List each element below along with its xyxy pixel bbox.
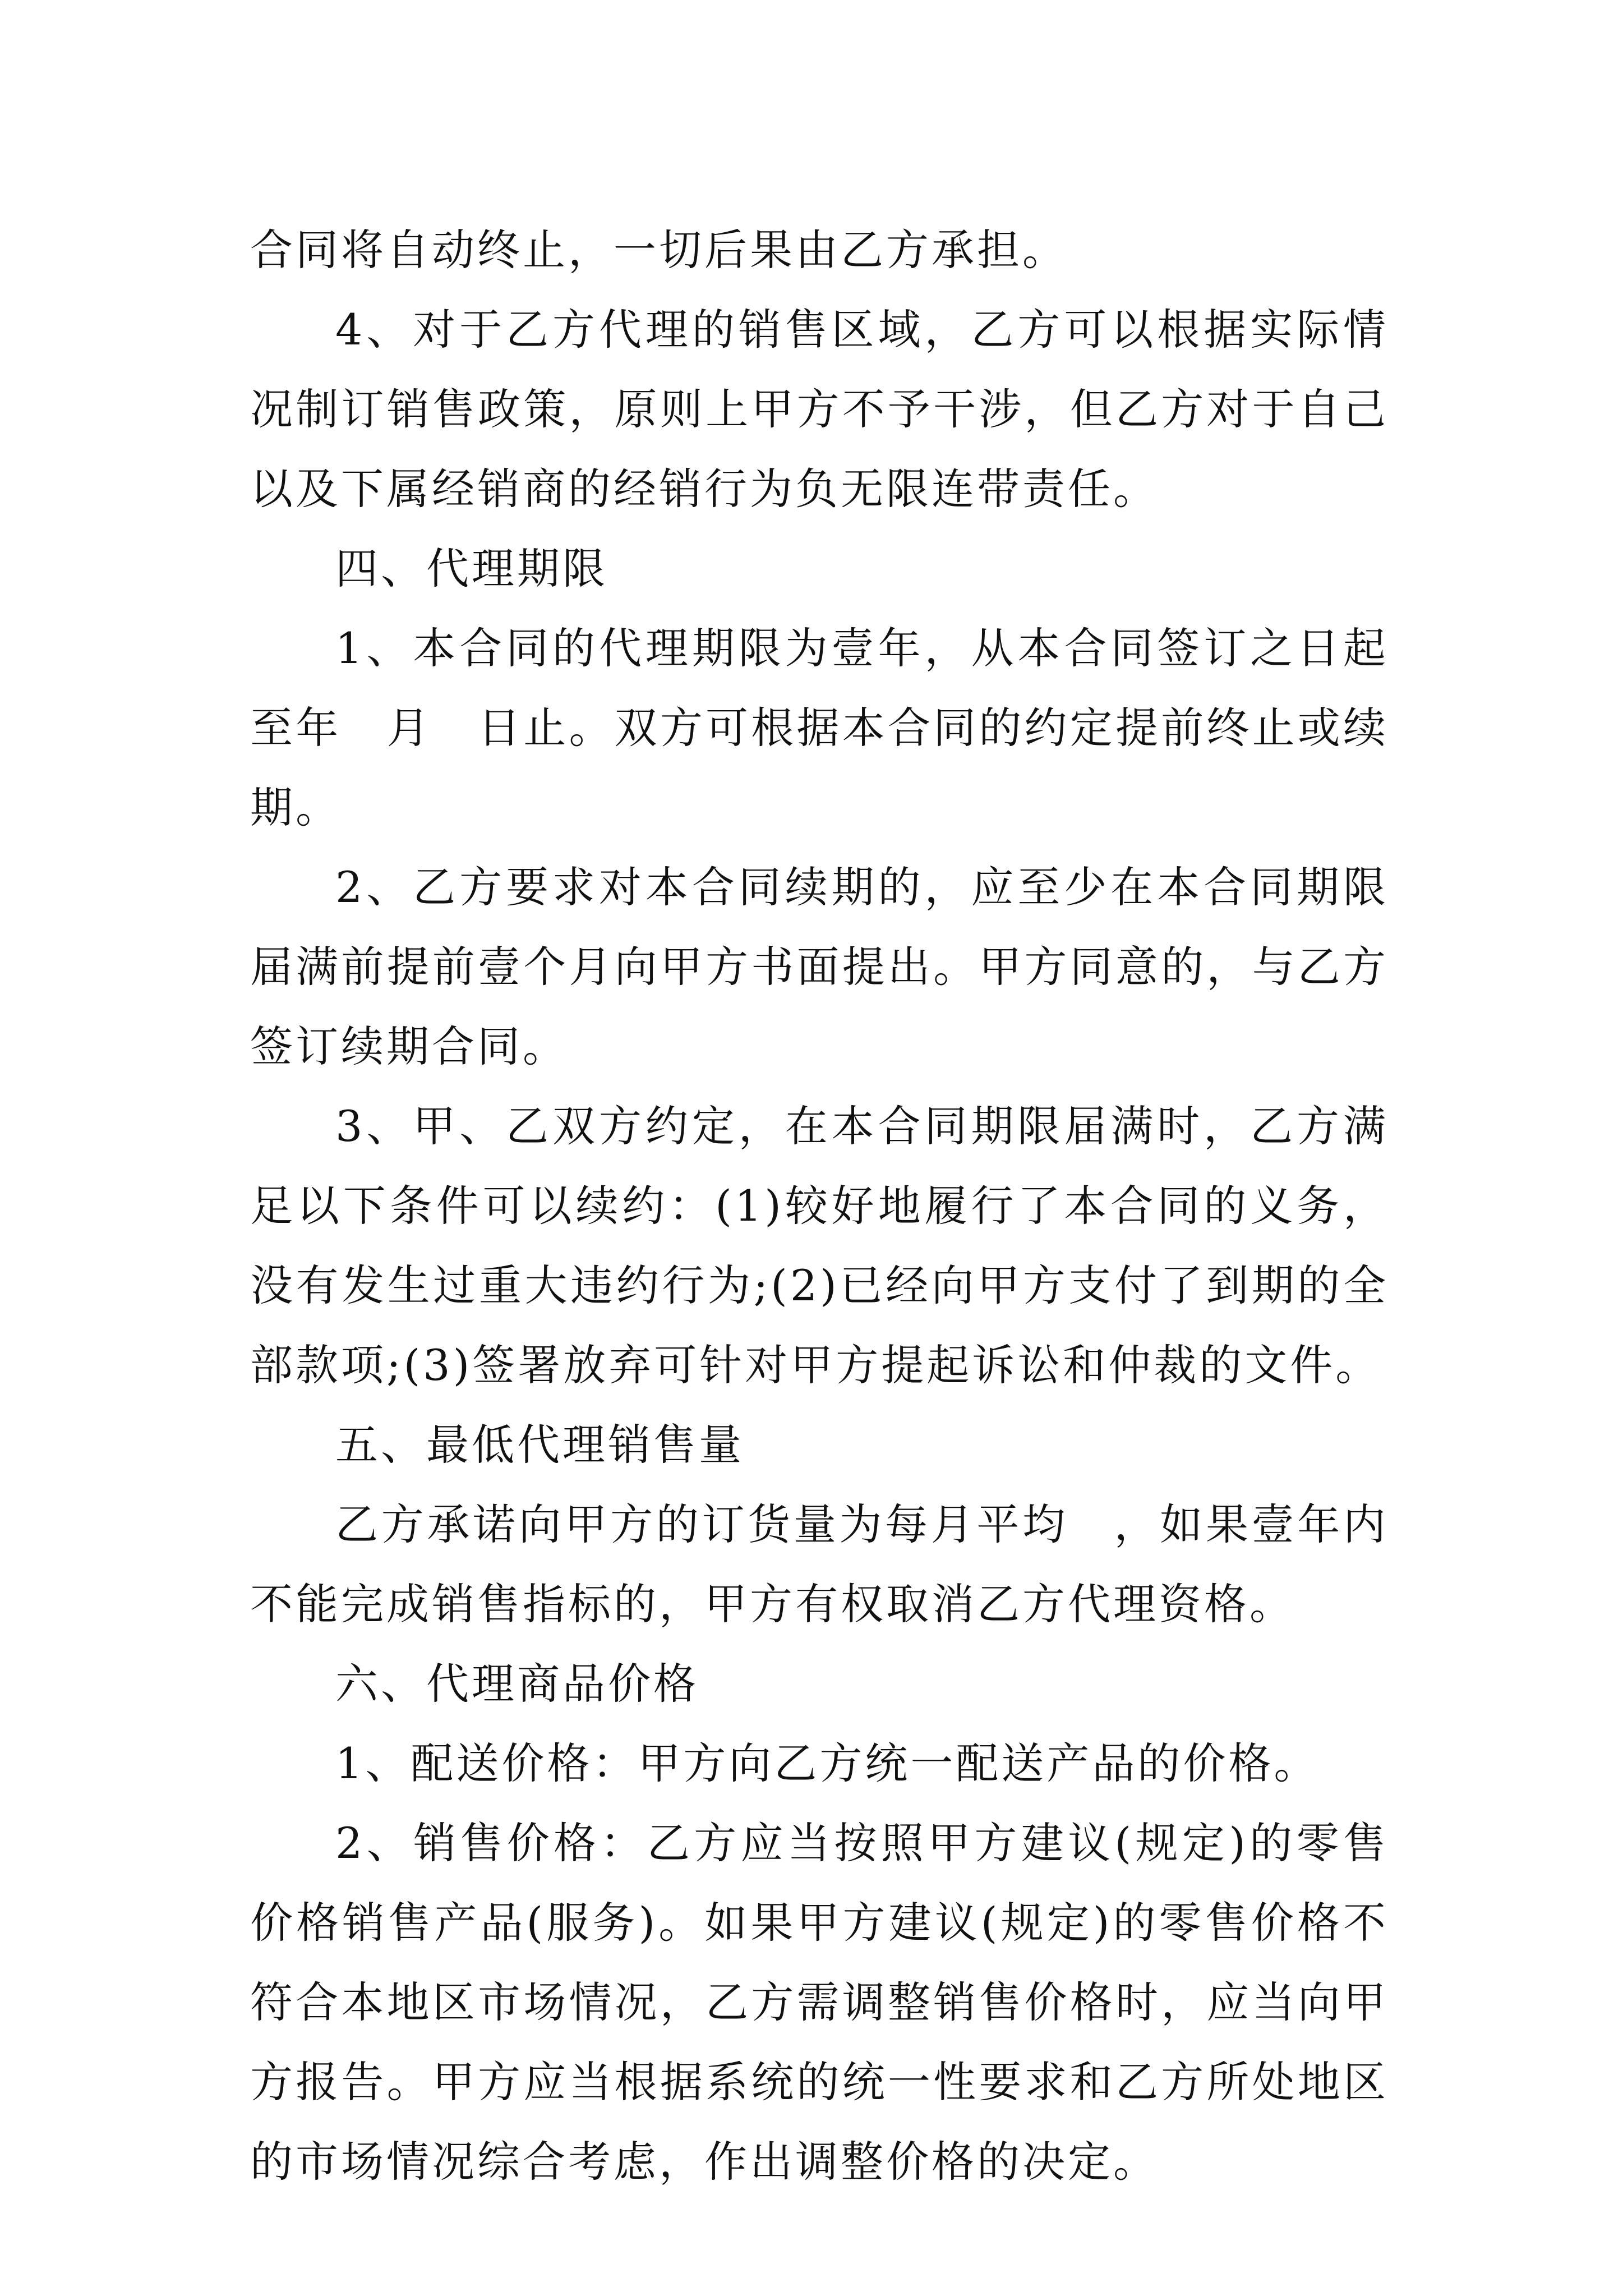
paragraph-clause-5: 乙方承诺向甲方的订货量为每月平均 ，如果壹年内不能完成销售指标的，甲方有权取消乙方代理资格。 (250, 1499, 1389, 1629)
paragraph-clause-6-2: 2、销售价格：乙方应当按照甲方建议(规定)的零售价格销售产品(服务)。如果甲方建议(规定)的零售价格不符合本地区市场情况，乙方需调整销售价格时，应当向甲方报告。甲方应当根据系统的统一性要求和乙方所处地区的市场情况综合考虑，作出调整价格的决定。 (250, 1818, 1389, 2187)
section-heading-4: 四、代理期限 (335, 544, 608, 593)
paragraph-clause-6-1: 1、配送价格：甲方向乙方统一配送产品的价格。 (335, 1738, 1320, 1788)
section-heading-6: 六、代理商品价格 (335, 1659, 699, 1709)
section-heading-5: 五、最低代理销售量 (335, 1420, 744, 1470)
paragraph-clause-4-1: 1、本合同的代理期限为壹年，从本合同签订之日起至年 月 日止。双方可根据本合同的约定提前终止或续期。 (250, 623, 1389, 832)
document-body (250, 210, 1389, 2202)
paragraph-clause-4-3: 3、甲、乙双方约定，在本合同期限届满时，乙方满足以下条件可以续约：(1)较好地履行了本合同的义务，没有发生过重大违约行为;(2)已经向甲方支付了到期的全部款项;(3)签署放弃可针对甲方提起诉讼和仲裁的文件。 (250, 1101, 1389, 1390)
paragraph-clause-4-2: 2、乙方要求对本合同续期的，应至少在本合同期限届满前提前壹个月向甲方书面提出。甲方同意的，与乙方签订续期合同。 (250, 862, 1389, 1071)
paragraph-continuation: 合同将自动终止，一切后果由乙方承担。 (250, 225, 1068, 275)
paragraph-clause-3-4: 4、对于乙方代理的销售区域，乙方可以根据实际情况制订销售政策，原则上甲方不予干涉，但乙方对于自己以及下属经销商的经销行为负无限连带责任。 (250, 305, 1389, 514)
